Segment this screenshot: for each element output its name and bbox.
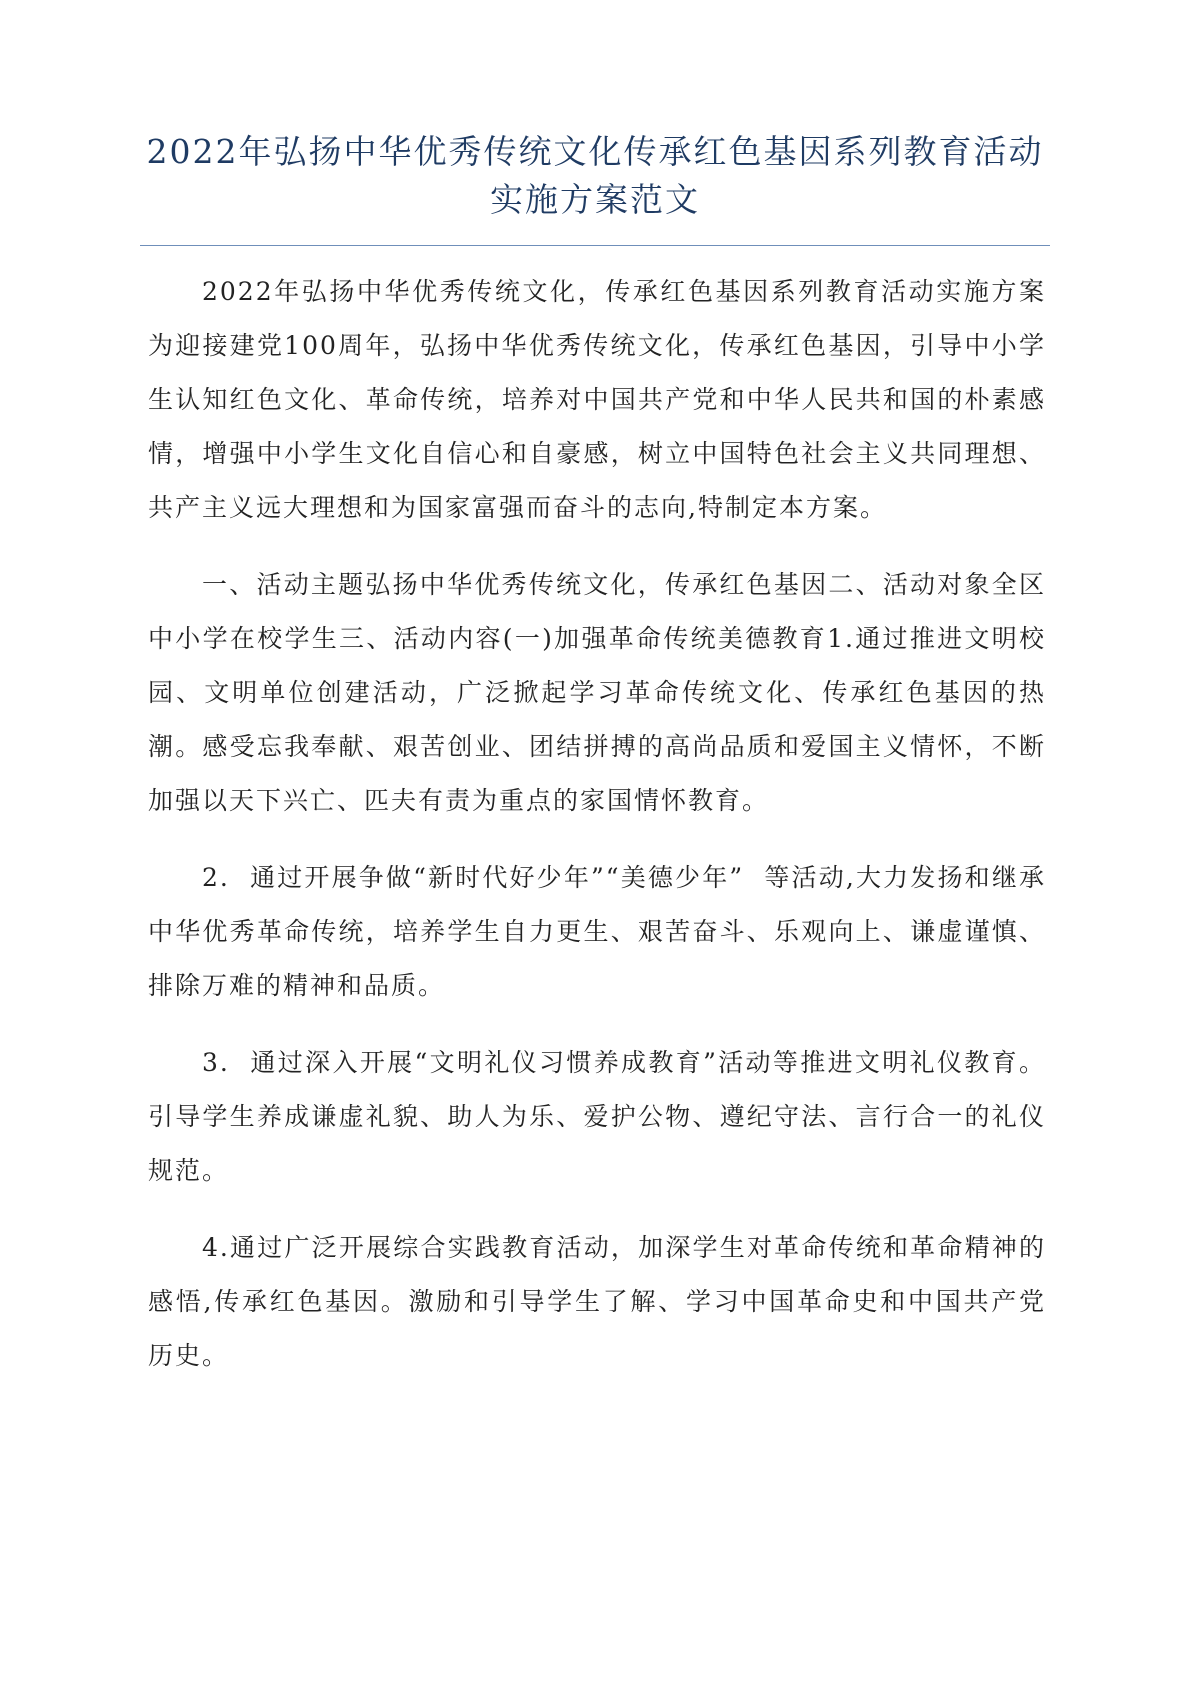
paragraph-intro: 2022年弘扬中华优秀传统文化，传承红色基因系列教育活动实施方案为迎接建党100周年，弘扬中华优秀传统文化，传承红色基因，引导中小学生认知红色文化、革命传统，培养对中国共产党和中华人民共和国的朴素感情，增强中小学生文化自信心和自豪感，树立中国特色社会主义共同理想、共产主义远大理想和为国家富强而奋斗的志向,特制定本方案。 [148, 277, 1046, 522]
document-body [148, 265, 1046, 1406]
document-title: 2022年弘扬中华优秀传统文化传承红色基因系列教育活动实施方案范文 [146, 132, 1044, 219]
paragraph-item-2: 2. 通过开展争做“新时代好少年”“美德少年” 等活动,大力发扬和继承中华优秀革命传统，培养学生自力更生、艰苦奋斗、乐观向上、谦虚谨慎、排除万难的精神和品质。 [148, 863, 1046, 1000]
paragraph-item-4: 4.通过广泛开展综合实践教育活动，加深学生对革命传统和革命精神的感悟,传承红色基因。激励和引导学生了解、学习中国革命史和中国共产党历史。 [148, 1233, 1046, 1370]
paragraph-section-one: 一、活动主题弘扬中华优秀传统文化，传承红色基因二、活动对象全区中小学在校学生三、活动内容(一)加强革命传统美德教育1.通过推进文明校园、文明单位创建活动，广泛掀起学习革命传统文化、传承红色基因的热潮。感受忘我奉献、艰苦创业、团结拼搏的高尚品质和爱国主义情怀，不断加强以天下兴亡、匹夫有责为重点的家国情怀教育。 [148, 570, 1046, 815]
title-divider [140, 245, 1050, 246]
paragraph-item-3: 3. 通过深入开展“文明礼仪习惯养成教育”活动等推进文明礼仪教育。引导学生养成谦虚礼貌、助人为乐、爱护公物、遵纪守法、言行合一的礼仪规范。 [148, 1048, 1046, 1185]
